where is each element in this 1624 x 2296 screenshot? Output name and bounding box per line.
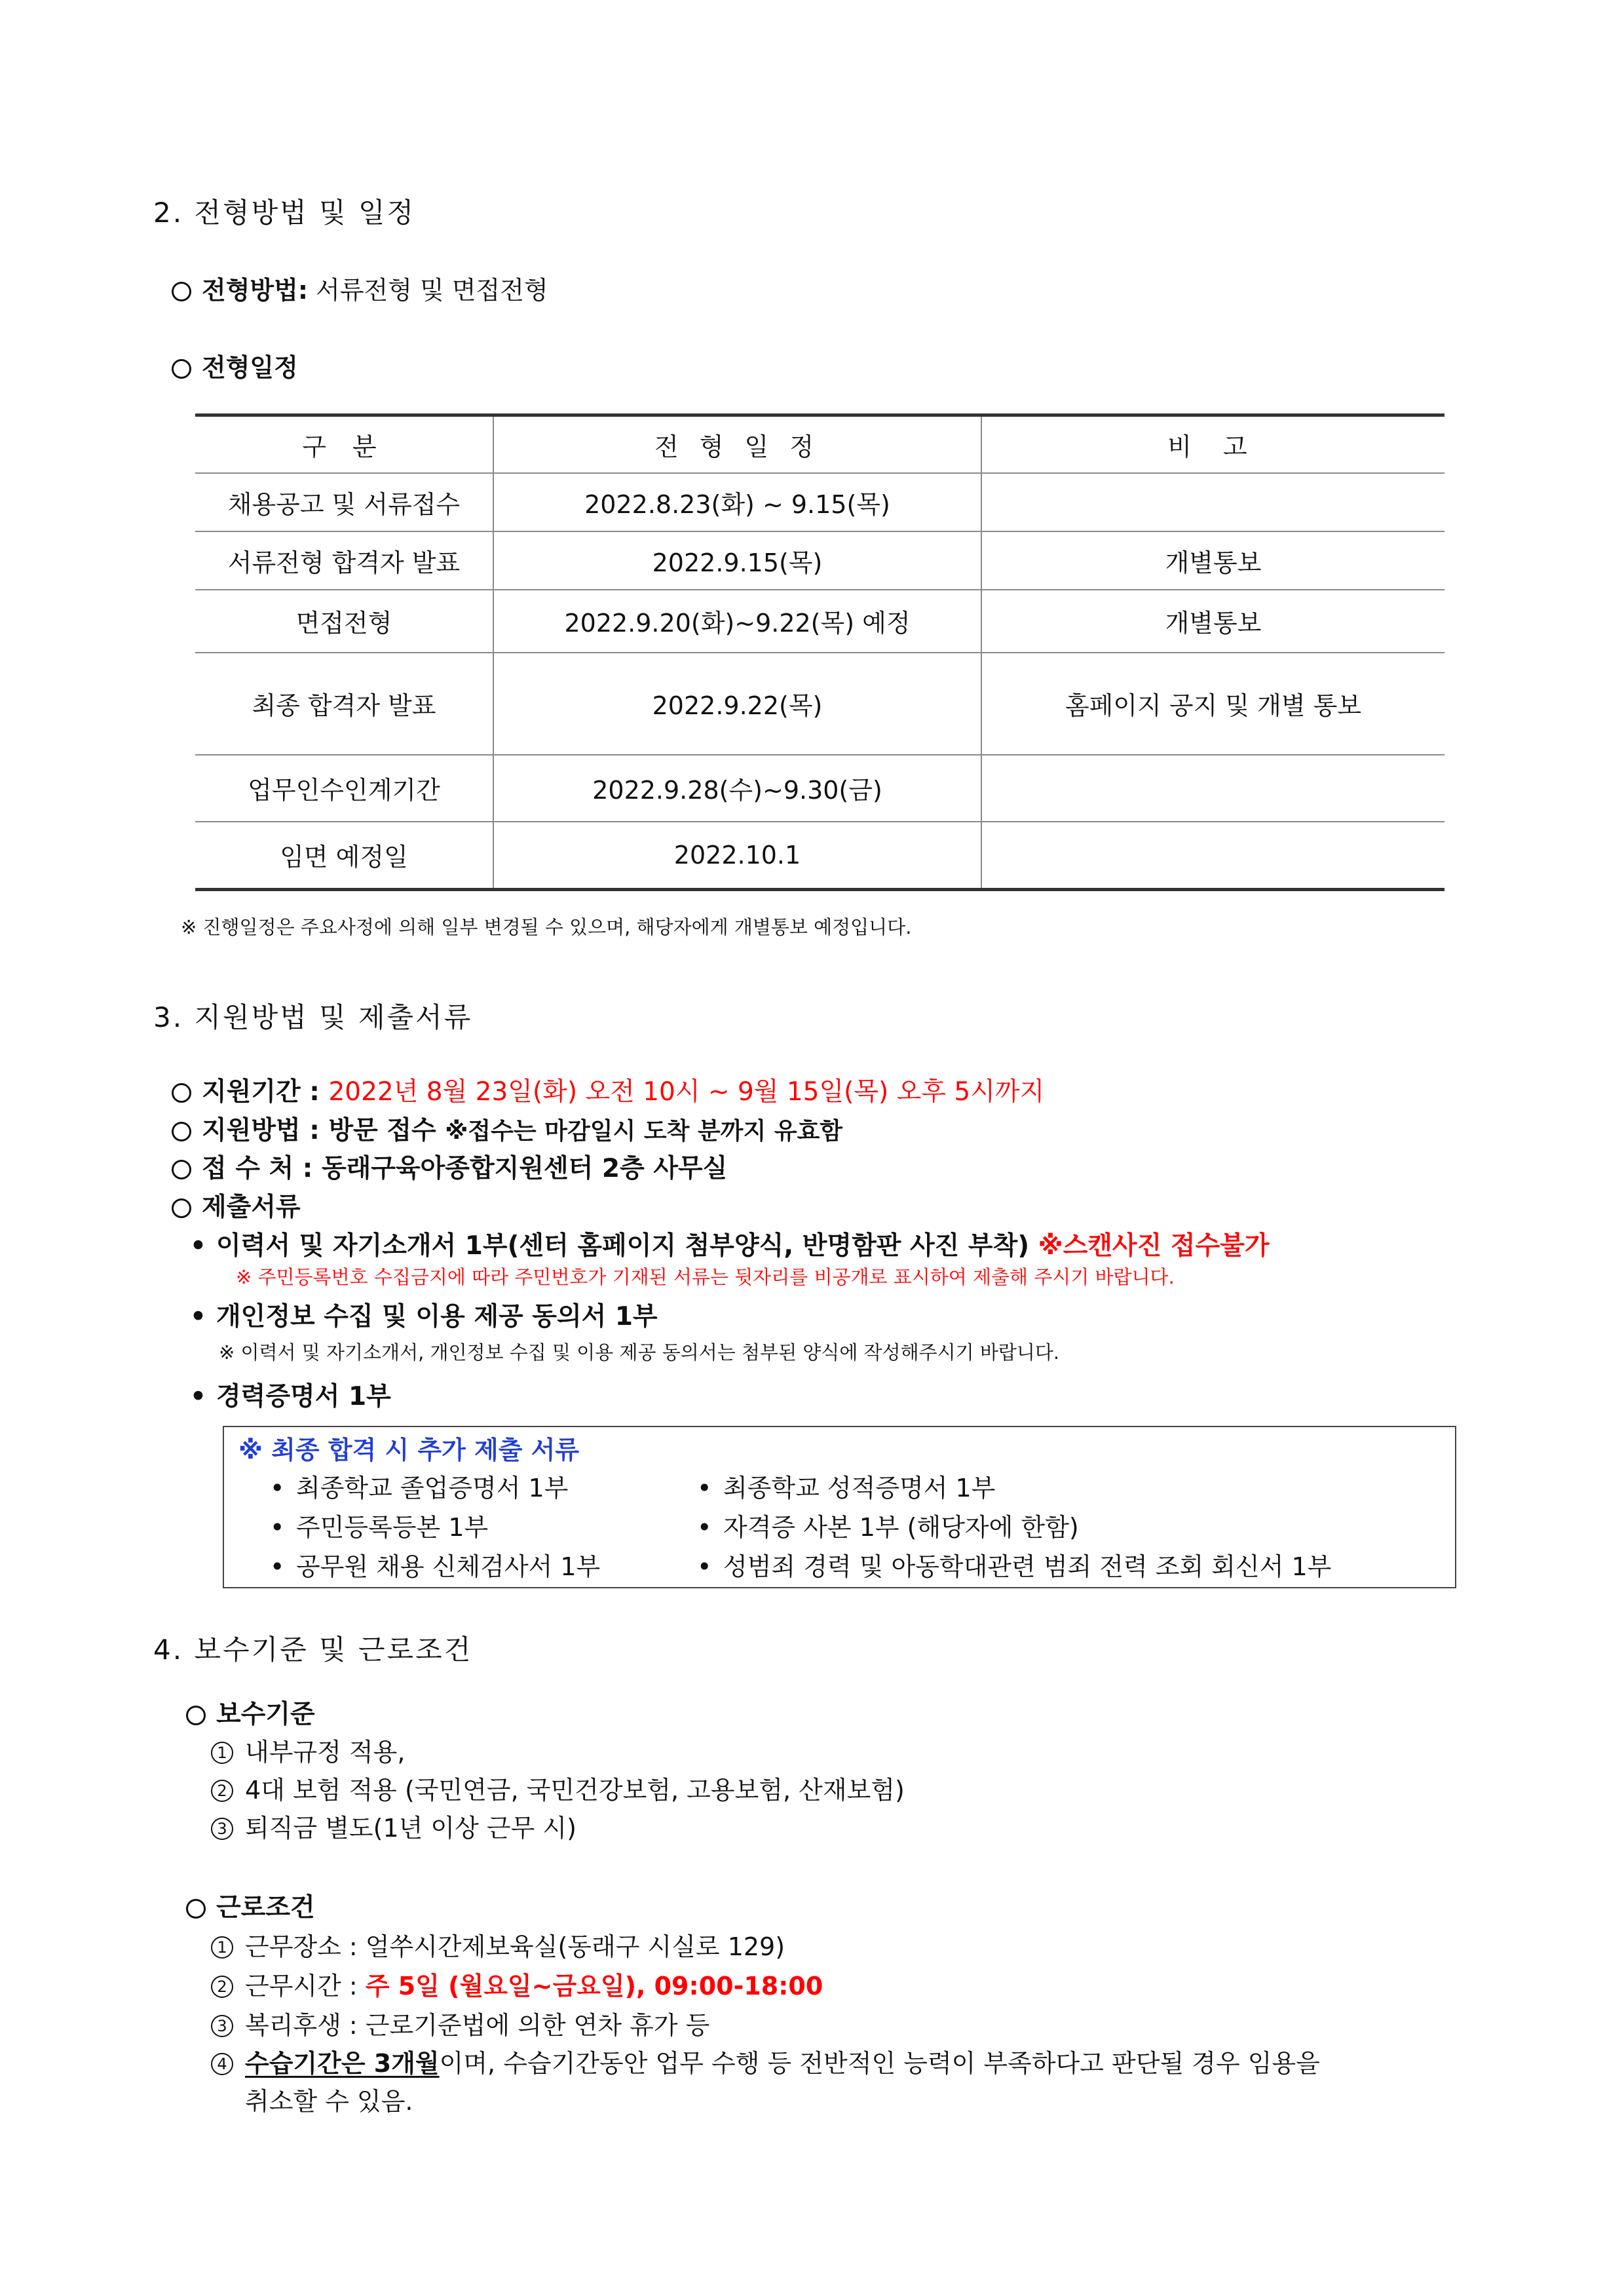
numbered-circle-icon: 2 bbox=[211, 1780, 233, 1802]
bullet-dot-icon: • bbox=[697, 1513, 712, 1542]
period-label: 지원기간 : bbox=[202, 1077, 320, 1107]
box-item-text: 성범죄 경력 및 아동학대관련 범죄 전력 조회 회신서 1부 bbox=[723, 1552, 1332, 1581]
pay-label-line bbox=[186, 1694, 315, 1731]
circle-bullet-icon bbox=[172, 282, 191, 301]
box-item-text: 최종학교 성적증명서 1부 bbox=[723, 1474, 996, 1502]
numbered-circle-icon: 1 bbox=[211, 1742, 233, 1764]
table-row bbox=[195, 531, 1445, 590]
doc2-text: 개인정보 수집 및 이용 제공 동의서 1부 bbox=[216, 1302, 658, 1331]
bullet-dot-icon: • bbox=[270, 1474, 285, 1502]
table-cell: 2022.9.28(수)~9.30(금) bbox=[493, 755, 981, 822]
doc2-line bbox=[190, 1296, 658, 1333]
bullet-dot-icon: • bbox=[270, 1513, 285, 1542]
place-line bbox=[172, 1148, 727, 1185]
box-item-text: 최종학교 졸업증명서 1부 bbox=[296, 1474, 569, 1502]
apply-value: 방문 접수 bbox=[328, 1116, 436, 1145]
work-item-text: 이며, 수습기간동안 업무 수행 등 전반적인 능력이 부족하다고 판단될 경우 임용을 bbox=[439, 2049, 1320, 2078]
table-cell: 2022.9.20(화)~9.22(목) 예정 bbox=[493, 590, 981, 653]
schedule-table bbox=[195, 413, 1445, 891]
doc3-line bbox=[190, 1376, 391, 1413]
work-item-text: 근무장소 : 얼쑤시간제보육실(동래구 시실로 129) bbox=[245, 1932, 785, 1961]
schedule-label-line bbox=[172, 347, 298, 383]
place-label: 접 수 처 : bbox=[202, 1154, 313, 1183]
work-item-continuation: 취소할 수 있음. bbox=[245, 2087, 413, 2116]
table-cell: 최종 합격자 발표 bbox=[195, 653, 493, 755]
box-item bbox=[697, 1468, 995, 1504]
numbered-circle-icon: 3 bbox=[211, 2015, 233, 2037]
schedule-label: 전형일정 bbox=[202, 353, 298, 382]
doc1-line bbox=[190, 1225, 1270, 1262]
work-item bbox=[211, 1966, 823, 2002]
bullet-dot-icon: • bbox=[190, 1231, 206, 1261]
circle-bullet-icon bbox=[172, 1160, 191, 1179]
work-hours-value: 주 5일 (월요일~금요일), 09:00-18:00 bbox=[365, 1972, 823, 2000]
doc3-text: 경력증명서 1부 bbox=[216, 1382, 391, 1411]
place-value: 동래구육아종합지원센터 2층 사무실 bbox=[321, 1154, 728, 1183]
work-item bbox=[211, 2043, 1320, 2079]
bullet-dot-icon: • bbox=[270, 1552, 285, 1581]
table-cell: 2022.9.15(목) bbox=[493, 531, 981, 590]
pay-item-text: 퇴직금 별도(1년 이상 근무 시) bbox=[245, 1814, 576, 1843]
table-cell: 임면 예정일 bbox=[195, 822, 493, 890]
table-cell: 개별통보 bbox=[981, 590, 1445, 653]
box-title: ※ 최종 합격 시 추가 제출 서류 bbox=[238, 1436, 580, 1464]
table-cell: 서류전형 합격자 발표 bbox=[195, 531, 493, 590]
method-value: 서류전형 및 면접전형 bbox=[316, 276, 548, 305]
table-cell: 2022.9.22(목) bbox=[493, 653, 981, 755]
table-cell bbox=[981, 755, 1445, 822]
circle-bullet-icon bbox=[186, 1706, 206, 1725]
header-remarks: 비 고 bbox=[981, 415, 1445, 473]
box-item bbox=[270, 1468, 568, 1504]
apply-label: 지원방법 : bbox=[202, 1116, 320, 1145]
box-item bbox=[697, 1507, 1079, 1543]
work-item-text: 복리후생 : 근로기준법에 의한 연차 휴가 등 bbox=[245, 2011, 710, 2040]
doc2-note: ※ 이력서 및 자기소개서, 개인정보 수집 및 이용 제공 동의서는 첨부된 양식에 작성해주시기 바랍니다. bbox=[219, 1341, 1060, 1364]
table-row bbox=[195, 653, 1445, 755]
table-cell bbox=[981, 822, 1445, 890]
doc1-warning: ※스캔사진 접수불가 bbox=[1038, 1231, 1270, 1261]
bullet-dot-icon: • bbox=[190, 1302, 206, 1331]
work-item bbox=[211, 2005, 709, 2041]
table-cell: 업무인수인계기간 bbox=[195, 755, 493, 822]
schedule-note: ※ 진행일정은 주요사정에 의해 일부 변경될 수 있으며, 해당자에게 개별통보 예정입니다. bbox=[181, 916, 912, 938]
circle-bullet-icon bbox=[172, 1122, 191, 1141]
circle-bullet-icon bbox=[172, 359, 191, 379]
pay-item bbox=[211, 1732, 405, 1768]
circle-bullet-icon bbox=[172, 1083, 191, 1103]
table-cell: 면접전형 bbox=[195, 590, 493, 653]
bullet-dot-icon: • bbox=[190, 1382, 206, 1411]
header-category: 구 분 bbox=[195, 415, 493, 473]
bullet-dot-icon: • bbox=[697, 1552, 712, 1581]
apply-note: ※접수는 마감일시 도착 분까지 유효함 bbox=[445, 1118, 843, 1145]
section-4-title: 4. 보수기준 및 근로조건 bbox=[153, 1634, 473, 1666]
pay-label: 보수기준 bbox=[216, 1700, 315, 1729]
method-line bbox=[172, 270, 548, 306]
numbered-circle-icon: 4 bbox=[211, 2053, 233, 2075]
numbered-circle-icon: 2 bbox=[211, 1976, 233, 1998]
section-3-title: 3. 지원방법 및 제출서류 bbox=[153, 1001, 473, 1033]
work-label: 근로조건 bbox=[216, 1893, 315, 1923]
table-cell: 2022.8.23(화) ~ 9.15(목) bbox=[493, 473, 981, 531]
table-cell bbox=[981, 473, 1445, 531]
apply-line bbox=[172, 1110, 842, 1147]
table-header-row bbox=[195, 415, 1445, 473]
circle-bullet-icon bbox=[186, 1899, 206, 1919]
table-row bbox=[195, 473, 1445, 531]
circle-bullet-icon bbox=[172, 1198, 191, 1218]
period-value: 2022년 8월 23일(화) 오전 10시 ~ 9월 15일(목) 오후 5시까지 bbox=[328, 1077, 1045, 1107]
doc1-text: 이력서 및 자기소개서 1부(센터 홈페이지 첨부양식, 반명함판 사진 부착) bbox=[216, 1231, 1030, 1261]
period-line bbox=[172, 1071, 1044, 1108]
table-cell: 개별통보 bbox=[981, 531, 1445, 590]
section-2-title: 2. 전형방법 및 일정 bbox=[153, 197, 416, 229]
box-item bbox=[270, 1507, 488, 1543]
pay-item-text: 4대 보험 적용 (국민연금, 국민건강보험, 고용보험, 산재보험) bbox=[245, 1776, 905, 1805]
work-item bbox=[211, 1926, 785, 1962]
docs-label-line bbox=[172, 1187, 301, 1223]
bullet-dot-icon: • bbox=[697, 1474, 712, 1502]
box-item bbox=[697, 1546, 1331, 1582]
table-cell: 채용공고 및 서류접수 bbox=[195, 473, 493, 531]
pay-item bbox=[211, 1770, 905, 1806]
probation-emphasis: 수습기간은 3개월 bbox=[245, 2049, 440, 2078]
table-row bbox=[195, 755, 1445, 822]
box-item-text: 자격증 사본 1부 (해당자에 한함) bbox=[723, 1513, 1079, 1542]
box-item bbox=[270, 1546, 600, 1582]
table-cell: 홈페이지 공지 및 개별 통보 bbox=[981, 653, 1445, 755]
work-label-line bbox=[186, 1887, 315, 1924]
numbered-circle-icon: 3 bbox=[211, 1818, 233, 1840]
table-cell: 2022.10.1 bbox=[493, 822, 981, 890]
box-item-text: 주민등록등본 1부 bbox=[296, 1513, 489, 1542]
pay-item bbox=[211, 1808, 576, 1844]
table-row bbox=[195, 590, 1445, 653]
table-row bbox=[195, 822, 1445, 890]
numbered-circle-icon: 1 bbox=[211, 1936, 233, 1959]
doc1-note: ※ 주민등록번호 수집금지에 따라 주민번호가 기재된 서류는 뒷자리를 비공개로 표시하여 제출해 주시기 바랍니다. bbox=[236, 1266, 1175, 1288]
work-item-label: 근무시간 : bbox=[245, 1972, 358, 2000]
docs-label: 제출서류 bbox=[202, 1193, 301, 1222]
method-label: 전형방법: bbox=[202, 276, 309, 305]
pay-item-text: 내부규정 적용, bbox=[245, 1738, 406, 1767]
header-schedule: 전 형 일 정 bbox=[493, 415, 981, 473]
box-item-text: 공무원 채용 신체검사서 1부 bbox=[296, 1552, 601, 1581]
